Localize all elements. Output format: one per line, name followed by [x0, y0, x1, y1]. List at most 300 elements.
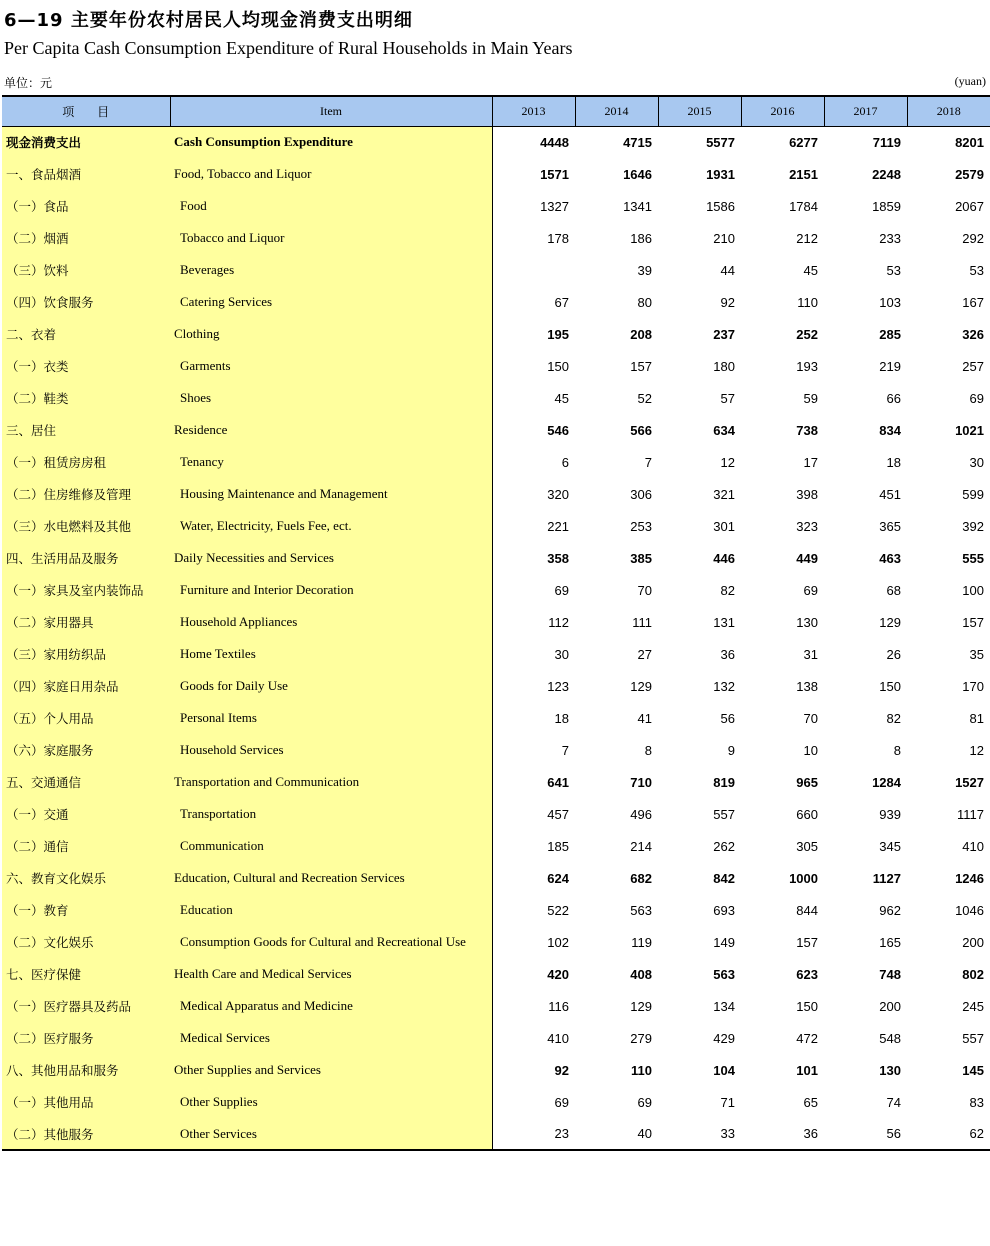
value-cell: 6: [561, 454, 569, 470]
row-label-cn: （一）家具及室内装饰品: [2, 574, 170, 606]
value-cell: 210: [713, 230, 735, 246]
row-label-en: Education: [170, 894, 492, 926]
header-item-cn: 项 目: [2, 96, 170, 126]
table-row: [2, 574, 990, 606]
value-cell: 214: [630, 838, 652, 854]
row-label-en: Transportation and Communication: [170, 766, 492, 798]
row-label-cn: 六、教育文化娱乐: [2, 862, 170, 894]
value-cell: 208: [630, 326, 652, 342]
row-label-cn: 三、居住: [2, 414, 170, 446]
value-cell: 129: [630, 678, 652, 694]
value-cell: 962: [879, 902, 901, 918]
value-cell: 80: [637, 294, 652, 310]
value-cell: 53: [886, 262, 901, 278]
value-cell: 186: [630, 230, 652, 246]
value-cell: 56: [720, 710, 735, 726]
row-label-en: Furniture and Interior Decoration: [170, 574, 492, 606]
value-cell: 557: [713, 806, 735, 822]
value-cell: 1000: [789, 870, 818, 886]
row-label-cn: （四）饮食服务: [2, 286, 170, 318]
row-label-en: Household Services: [170, 734, 492, 766]
value-cell: 599: [962, 486, 984, 502]
value-cell: 262: [713, 838, 735, 854]
value-cell: 819: [713, 774, 735, 790]
value-cell: 496: [630, 806, 652, 822]
value-cell: 365: [879, 518, 901, 534]
value-cell: 18: [886, 454, 901, 470]
value-cell: 1586: [706, 198, 735, 214]
table-row: [2, 958, 990, 990]
row-label-en: Consumption Goods for Cultural and Recreational Use: [170, 926, 492, 958]
unit-label-english: (yuan): [954, 74, 986, 88]
expenditure-table: [2, 95, 990, 1151]
value-cell: 132: [713, 678, 735, 694]
value-cell: 45: [803, 262, 818, 278]
value-cell: 100: [962, 582, 984, 598]
row-label-en: Medical Apparatus and Medicine: [170, 990, 492, 1022]
value-cell: 39: [637, 262, 652, 278]
value-cell: 9: [727, 742, 735, 758]
value-cell: 70: [803, 710, 818, 726]
value-cell: 8: [893, 742, 901, 758]
value-cell: 634: [713, 422, 735, 438]
value-cell: 10: [803, 742, 818, 758]
value-cell: 6277: [789, 134, 818, 150]
value-cell: 301: [713, 518, 735, 534]
value-cell: 472: [796, 1030, 818, 1046]
row-label-cn: （一）衣类: [2, 350, 170, 382]
row-label-en: Other Supplies: [170, 1086, 492, 1118]
value-cell: 116: [548, 998, 569, 1014]
value-cell: 27: [637, 646, 652, 662]
value-cell: 842: [713, 870, 735, 886]
value-cell: 110: [631, 1062, 652, 1078]
value-cell: 65: [803, 1094, 818, 1110]
row-label-cn: （二）其他服务: [2, 1118, 170, 1150]
row-label-cn: （一）交通: [2, 798, 170, 830]
value-cell: 92: [720, 294, 735, 310]
value-cell: 1784: [789, 198, 818, 214]
table-row: [2, 1086, 990, 1118]
value-cell: 1117: [957, 806, 984, 822]
page-title-chinese: 6—19 主要年份农村居民人均现金消费支出明细: [4, 10, 413, 31]
value-cell: 195: [547, 326, 569, 342]
value-cell: 252: [796, 326, 818, 342]
value-cell: 103: [879, 294, 901, 310]
value-cell: 245: [962, 998, 984, 1014]
value-cell: 420: [547, 966, 569, 982]
value-cell: 70: [637, 582, 652, 598]
row-label-en: Clothing: [170, 318, 492, 350]
value-cell: 410: [547, 1030, 569, 1046]
value-cell: 555: [962, 550, 984, 566]
value-cell: 1859: [872, 198, 901, 214]
table-row: [2, 318, 990, 350]
table-row: [2, 638, 990, 670]
value-cell: 563: [630, 902, 652, 918]
value-cell: 748: [879, 966, 901, 982]
row-label-en: Household Appliances: [170, 606, 492, 638]
value-cell: 2067: [955, 198, 984, 214]
value-cell: 1327: [540, 198, 569, 214]
value-cell: 129: [879, 614, 901, 630]
value-cell: 57: [720, 390, 735, 406]
value-cell: 178: [547, 230, 569, 246]
row-label-cn: 七、医疗保健: [2, 958, 170, 990]
value-cell: 522: [547, 902, 569, 918]
value-cell: 36: [741, 1118, 824, 1150]
value-cell: 710: [630, 774, 652, 790]
row-label-en: Shoes: [170, 382, 492, 414]
value-cell: 193: [796, 358, 818, 374]
value-cell: 257: [962, 358, 984, 374]
value-cell: 641: [547, 774, 569, 790]
value-cell: 83: [969, 1094, 984, 1110]
row-label-cn: （四）家庭日用杂品: [2, 670, 170, 702]
table-row: [2, 254, 990, 286]
value-cell: 131: [713, 614, 735, 630]
header-year: 2018: [907, 96, 990, 126]
table-header-row: [2, 96, 990, 126]
row-label-en: Tenancy: [170, 446, 492, 478]
unit-label-chinese: 单位：元: [4, 76, 53, 90]
row-label-en: Other Services: [170, 1118, 492, 1150]
value-cell: 150: [796, 998, 818, 1014]
value-cell: 74: [886, 1094, 901, 1110]
header-item-en: Item: [170, 96, 492, 126]
value-cell: 81: [969, 710, 984, 726]
table-row: [2, 382, 990, 414]
table-row: [2, 542, 990, 574]
value-cell: 279: [630, 1030, 652, 1046]
value-cell: 102: [547, 934, 569, 950]
value-cell: 67: [554, 294, 569, 310]
table-row: [2, 446, 990, 478]
row-label-cn: （六）家庭服务: [2, 734, 170, 766]
value-cell: 31: [803, 646, 818, 662]
value-cell: 30: [554, 646, 569, 662]
row-label-cn: 二、衣着: [2, 318, 170, 350]
value-cell: 40: [575, 1118, 658, 1150]
row-label-cn: 现金消费支出: [2, 126, 170, 158]
value-cell: [492, 254, 575, 286]
value-cell: 320: [547, 486, 569, 502]
table-row: [2, 478, 990, 510]
row-label-cn: （三）家用纺织品: [2, 638, 170, 670]
value-cell: 104: [713, 1062, 735, 1078]
row-label-cn: （二）文化娱乐: [2, 926, 170, 958]
value-cell: 2151: [789, 166, 818, 182]
value-cell: 7: [561, 742, 569, 758]
row-label-cn: （一）租赁房房租: [2, 446, 170, 478]
row-label-en: Personal Items: [170, 702, 492, 734]
row-label-en: Daily Necessities and Services: [170, 542, 492, 574]
value-cell: 123: [547, 678, 569, 694]
row-label-en: Education, Cultural and Recreation Services: [170, 862, 492, 894]
value-cell: 219: [879, 358, 901, 374]
value-cell: 965: [796, 774, 818, 790]
value-cell: 844: [796, 902, 818, 918]
value-cell: 1046: [955, 902, 984, 918]
value-cell: 68: [886, 582, 901, 598]
value-cell: 26: [886, 646, 901, 662]
value-cell: 446: [713, 550, 735, 566]
value-cell: 802: [962, 966, 984, 982]
value-cell: 410: [962, 838, 984, 854]
row-label-en: Water, Electricity, Fuels Fee, ect.: [170, 510, 492, 542]
value-cell: 834: [879, 422, 901, 438]
header-year: 2013: [492, 96, 575, 126]
value-cell: 233: [879, 230, 901, 246]
value-cell: 4448: [540, 134, 569, 150]
value-cell: 1527: [955, 774, 984, 790]
value-cell: 170: [962, 678, 984, 694]
value-cell: 150: [879, 678, 901, 694]
value-cell: 69: [554, 582, 569, 598]
value-cell: 451: [879, 486, 901, 502]
row-label-cn: （二）通信: [2, 830, 170, 862]
row-label-en: Food, Tobacco and Liquor: [170, 158, 492, 190]
value-cell: 12: [969, 742, 984, 758]
value-cell: 457: [547, 806, 569, 822]
value-cell: 2579: [955, 166, 984, 182]
value-cell: 157: [796, 934, 818, 950]
value-cell: 41: [637, 710, 652, 726]
table-row: [2, 1054, 990, 1086]
value-cell: 33: [658, 1118, 741, 1150]
table-row: [2, 1022, 990, 1054]
header-year: 2014: [575, 96, 658, 126]
table-row: [2, 606, 990, 638]
header-year: 2015: [658, 96, 741, 126]
table-row: [2, 734, 990, 766]
header-year: 2016: [741, 96, 824, 126]
value-cell: 1284: [872, 774, 901, 790]
value-cell: 180: [713, 358, 735, 374]
row-label-cn: （二）住房维修及管理: [2, 478, 170, 510]
table-row: [2, 702, 990, 734]
value-cell: 7119: [872, 134, 901, 150]
value-cell: 237: [713, 326, 735, 342]
table-row: [2, 990, 990, 1022]
value-cell: 326: [962, 326, 984, 342]
value-cell: 167: [962, 294, 984, 310]
value-cell: 429: [713, 1030, 735, 1046]
value-cell: 44: [720, 262, 735, 278]
row-label-en: Medical Services: [170, 1022, 492, 1054]
value-cell: 738: [796, 422, 818, 438]
value-cell: 566: [630, 422, 652, 438]
row-label-cn: 八、其他用品和服务: [2, 1054, 170, 1086]
value-cell: 939: [879, 806, 901, 822]
value-cell: 157: [962, 614, 984, 630]
value-cell: 30: [969, 454, 984, 470]
value-cell: 285: [879, 326, 901, 342]
value-cell: 101: [796, 1062, 818, 1078]
row-label-cn: 一、食品烟酒: [2, 158, 170, 190]
table-row: [2, 190, 990, 222]
row-label-cn: （二）鞋类: [2, 382, 170, 414]
value-cell: 7: [644, 454, 652, 470]
value-cell: 134: [713, 998, 735, 1014]
value-cell: 1571: [540, 166, 569, 182]
row-label-cn: （二）烟酒: [2, 222, 170, 254]
value-cell: 66: [886, 390, 901, 406]
value-cell: 130: [879, 1062, 901, 1078]
value-cell: 45: [554, 390, 569, 406]
value-cell: 18: [554, 710, 569, 726]
row-label-en: Transportation: [170, 798, 492, 830]
value-cell: 392: [962, 518, 984, 534]
value-cell: 165: [879, 934, 901, 950]
value-cell: 623: [796, 966, 818, 982]
table-row: [2, 926, 990, 958]
value-cell: 1646: [623, 166, 652, 182]
value-cell: 1931: [706, 166, 735, 182]
value-cell: 463: [879, 550, 901, 566]
value-cell: 385: [630, 550, 652, 566]
value-cell: 408: [630, 966, 652, 982]
value-cell: 92: [554, 1062, 569, 1078]
value-cell: 2248: [872, 166, 901, 182]
value-cell: 200: [962, 934, 984, 950]
row-label-en: Cash Consumption Expenditure: [170, 126, 492, 158]
table-row: [2, 1118, 990, 1150]
row-label-en: Health Care and Medical Services: [170, 958, 492, 990]
row-label-cn: （三）水电燃料及其他: [2, 510, 170, 542]
row-label-cn: 五、交通通信: [2, 766, 170, 798]
value-cell: 8: [644, 742, 652, 758]
value-cell: 8201: [955, 134, 984, 150]
table-row: [2, 798, 990, 830]
value-cell: 221: [547, 518, 569, 534]
value-cell: 130: [796, 614, 818, 630]
table-row: [2, 862, 990, 894]
row-label-en: Food: [170, 190, 492, 222]
value-cell: 145: [962, 1062, 984, 1078]
value-cell: 35: [969, 646, 984, 662]
row-label-en: Tobacco and Liquor: [170, 222, 492, 254]
header-year: 2017: [824, 96, 907, 126]
value-cell: 82: [886, 710, 901, 726]
value-cell: 682: [630, 870, 652, 886]
row-label-en: Communication: [170, 830, 492, 862]
table-row: [2, 894, 990, 926]
value-cell: 56: [824, 1118, 907, 1150]
value-cell: 624: [547, 870, 569, 886]
value-cell: 110: [797, 294, 818, 310]
row-label-en: Catering Services: [170, 286, 492, 318]
value-cell: 82: [720, 582, 735, 598]
value-cell: 1341: [623, 198, 652, 214]
page-title-english: Per Capita Cash Consumption Expenditure of Rural Households in Main Years: [4, 38, 573, 58]
value-cell: 1021: [955, 422, 984, 438]
value-cell: 306: [630, 486, 652, 502]
row-label-cn: （一）其他用品: [2, 1086, 170, 1118]
value-cell: 5577: [706, 134, 735, 150]
value-cell: 69: [554, 1094, 569, 1110]
value-cell: 398: [796, 486, 818, 502]
table-row: [2, 158, 990, 190]
value-cell: 4715: [623, 134, 652, 150]
value-cell: 119: [631, 934, 652, 950]
table-row: [2, 222, 990, 254]
value-cell: 149: [713, 934, 735, 950]
value-cell: 129: [630, 998, 652, 1014]
value-cell: 323: [796, 518, 818, 534]
value-cell: 150: [547, 358, 569, 374]
value-cell: 449: [796, 550, 818, 566]
value-cell: 69: [637, 1094, 652, 1110]
value-cell: 112: [548, 614, 569, 630]
table-row: [2, 510, 990, 542]
row-label-cn: （二）家用器具: [2, 606, 170, 638]
value-cell: 53: [969, 262, 984, 278]
row-label-en: Beverages: [170, 254, 492, 286]
row-label-cn: （五）个人用品: [2, 702, 170, 734]
value-cell: 321: [713, 486, 735, 502]
value-cell: 557: [962, 1030, 984, 1046]
row-label-cn: （一）教育: [2, 894, 170, 926]
value-cell: 62: [907, 1118, 990, 1150]
row-label-en: Other Supplies and Services: [170, 1054, 492, 1086]
table-row: [2, 670, 990, 702]
value-cell: 157: [630, 358, 652, 374]
row-label-cn: （一）食品: [2, 190, 170, 222]
value-cell: 59: [803, 390, 818, 406]
table-row: [2, 414, 990, 446]
table-row: [2, 766, 990, 798]
value-cell: 546: [547, 422, 569, 438]
value-cell: 200: [879, 998, 901, 1014]
value-cell: 69: [969, 390, 984, 406]
value-cell: 212: [796, 230, 818, 246]
value-cell: 52: [637, 390, 652, 406]
row-label-cn: 四、生活用品及服务: [2, 542, 170, 574]
value-cell: 563: [713, 966, 735, 982]
value-cell: 358: [547, 550, 569, 566]
row-label-en: Residence: [170, 414, 492, 446]
row-label-en: Housing Maintenance and Management: [170, 478, 492, 510]
value-cell: 138: [796, 678, 818, 694]
value-cell: 1246: [955, 870, 984, 886]
table-row: [2, 830, 990, 862]
value-cell: 548: [879, 1030, 901, 1046]
row-label-en: Garments: [170, 350, 492, 382]
table-body: [2, 126, 990, 1150]
value-cell: 253: [630, 518, 652, 534]
row-label-cn: （二）医疗服务: [2, 1022, 170, 1054]
value-cell: 23: [492, 1118, 575, 1150]
value-cell: 111: [632, 614, 652, 630]
row-label-cn: （三）饮料: [2, 254, 170, 286]
value-cell: 693: [713, 902, 735, 918]
value-cell: 1127: [872, 870, 901, 886]
table-row: [2, 350, 990, 382]
value-cell: 36: [720, 646, 735, 662]
value-cell: 660: [796, 806, 818, 822]
value-cell: 185: [547, 838, 569, 854]
value-cell: 12: [720, 454, 735, 470]
row-label-en: Goods for Daily Use: [170, 670, 492, 702]
table-row: [2, 126, 990, 158]
table-row: [2, 286, 990, 318]
value-cell: 71: [720, 1094, 735, 1110]
row-label-cn: （一）医疗器具及药品: [2, 990, 170, 1022]
value-cell: 292: [962, 230, 984, 246]
value-cell: 69: [803, 582, 818, 598]
value-cell: 305: [796, 838, 818, 854]
